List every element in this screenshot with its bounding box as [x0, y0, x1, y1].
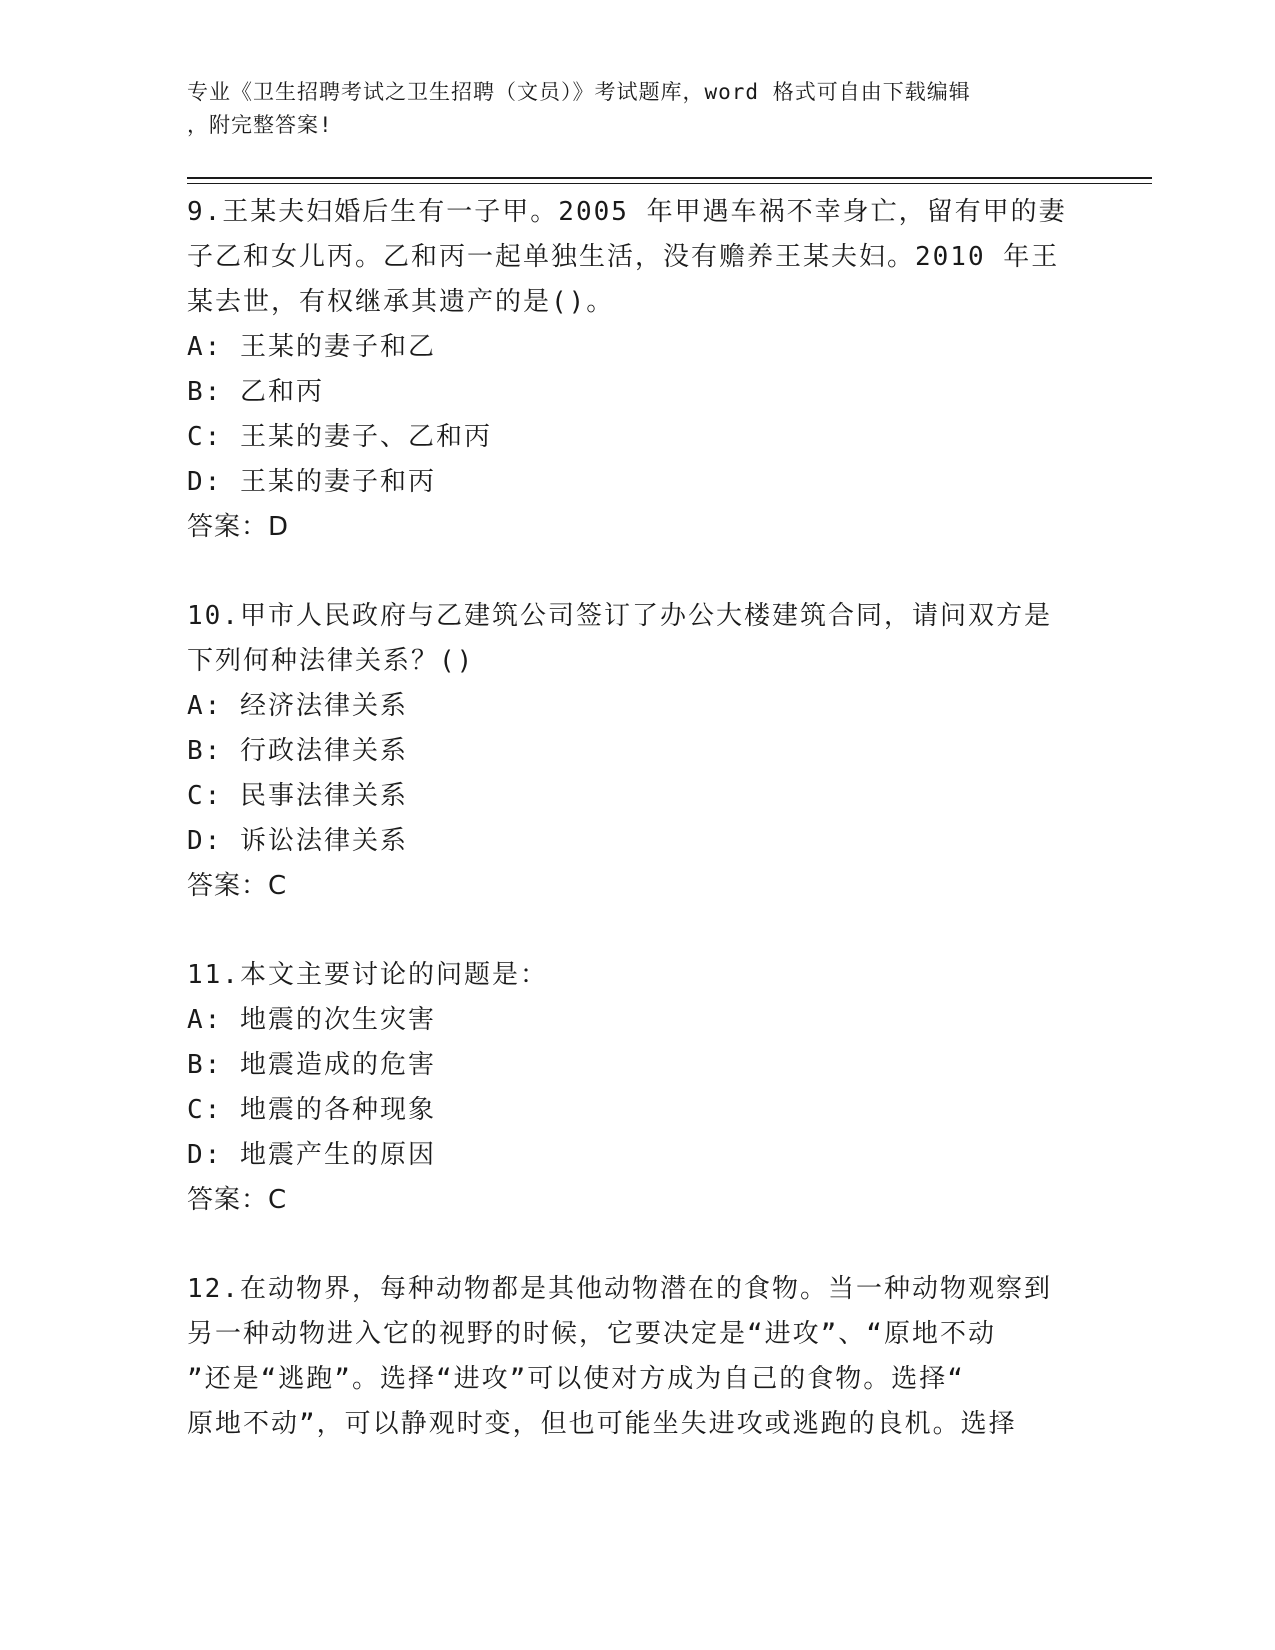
answer-label: 答案：C	[187, 871, 288, 901]
header-divider-thick	[187, 177, 1152, 179]
option-a: A: 地震的次生灾害	[187, 1005, 436, 1035]
question-list	[187, 190, 1087, 1447]
question-stem-line: 9.王某夫妇婚后生有一子甲。2005 年甲遇车祸不幸身亡，留有甲的妻	[187, 197, 1067, 227]
question-stem-line: ”还是“逃跑”。选择“进攻”可以使对方成为自己的食物。选择“	[187, 1364, 965, 1394]
option-d: D: 地震产生的原因	[187, 1140, 436, 1170]
question-10	[187, 594, 1087, 909]
question-stem-line: 另一种动物进入它的视野的时候，它要决定是“进攻”、“原地不动	[187, 1319, 996, 1349]
question-12	[187, 1267, 1087, 1447]
option-a: A: 王某的妻子和乙	[187, 332, 436, 362]
question-9	[187, 190, 1087, 550]
option-d: D: 王某的妻子和丙	[187, 467, 436, 497]
question-stem-line: 下列何种法律关系？()	[187, 646, 475, 676]
question-stem-line: 某去世，有权继承其遗产的是()。	[187, 287, 615, 317]
header-line-1: 专业《卫生招聘考试之卫生招聘（文员）》考试题库，word 格式可自由下载编辑	[187, 80, 971, 104]
question-stem-line: 10.甲市人民政府与乙建筑公司签订了办公大楼建筑合同，请问双方是	[187, 601, 1052, 631]
header-divider-thin	[187, 183, 1152, 184]
document-header	[187, 76, 1067, 142]
option-a: A: 经济法律关系	[187, 691, 408, 721]
answer-label: 答案：C	[187, 1185, 288, 1215]
option-c: C: 民事法律关系	[187, 781, 408, 811]
question-spacer	[187, 1223, 1087, 1267]
question-stem-line: 原地不动”，可以静观时变，但也可能坐失进攻或逃跑的良机。选择	[187, 1409, 1017, 1439]
option-b: B: 行政法律关系	[187, 736, 408, 766]
question-stem-line: 11.本文主要讨论的问题是：	[187, 960, 548, 990]
header-line-2: ，附完整答案!	[187, 113, 333, 137]
question-stem-line: 子乙和女儿丙。乙和丙一起单独生活，没有赡养王某夫妇。2010 年王	[187, 242, 1060, 272]
option-d: D: 诉讼法律关系	[187, 826, 408, 856]
option-b: B: 地震造成的危害	[187, 1050, 436, 1080]
option-b: B: 乙和丙	[187, 377, 324, 407]
option-c: C: 王某的妻子、乙和丙	[187, 422, 492, 452]
answer-label: 答案：D	[187, 512, 290, 542]
question-spacer	[187, 909, 1087, 953]
question-spacer	[187, 550, 1087, 594]
question-stem-line: 12.在动物界，每种动物都是其他动物潜在的食物。当一种动物观察到	[187, 1274, 1052, 1304]
option-c: C: 地震的各种现象	[187, 1095, 436, 1125]
question-11	[187, 953, 1087, 1223]
